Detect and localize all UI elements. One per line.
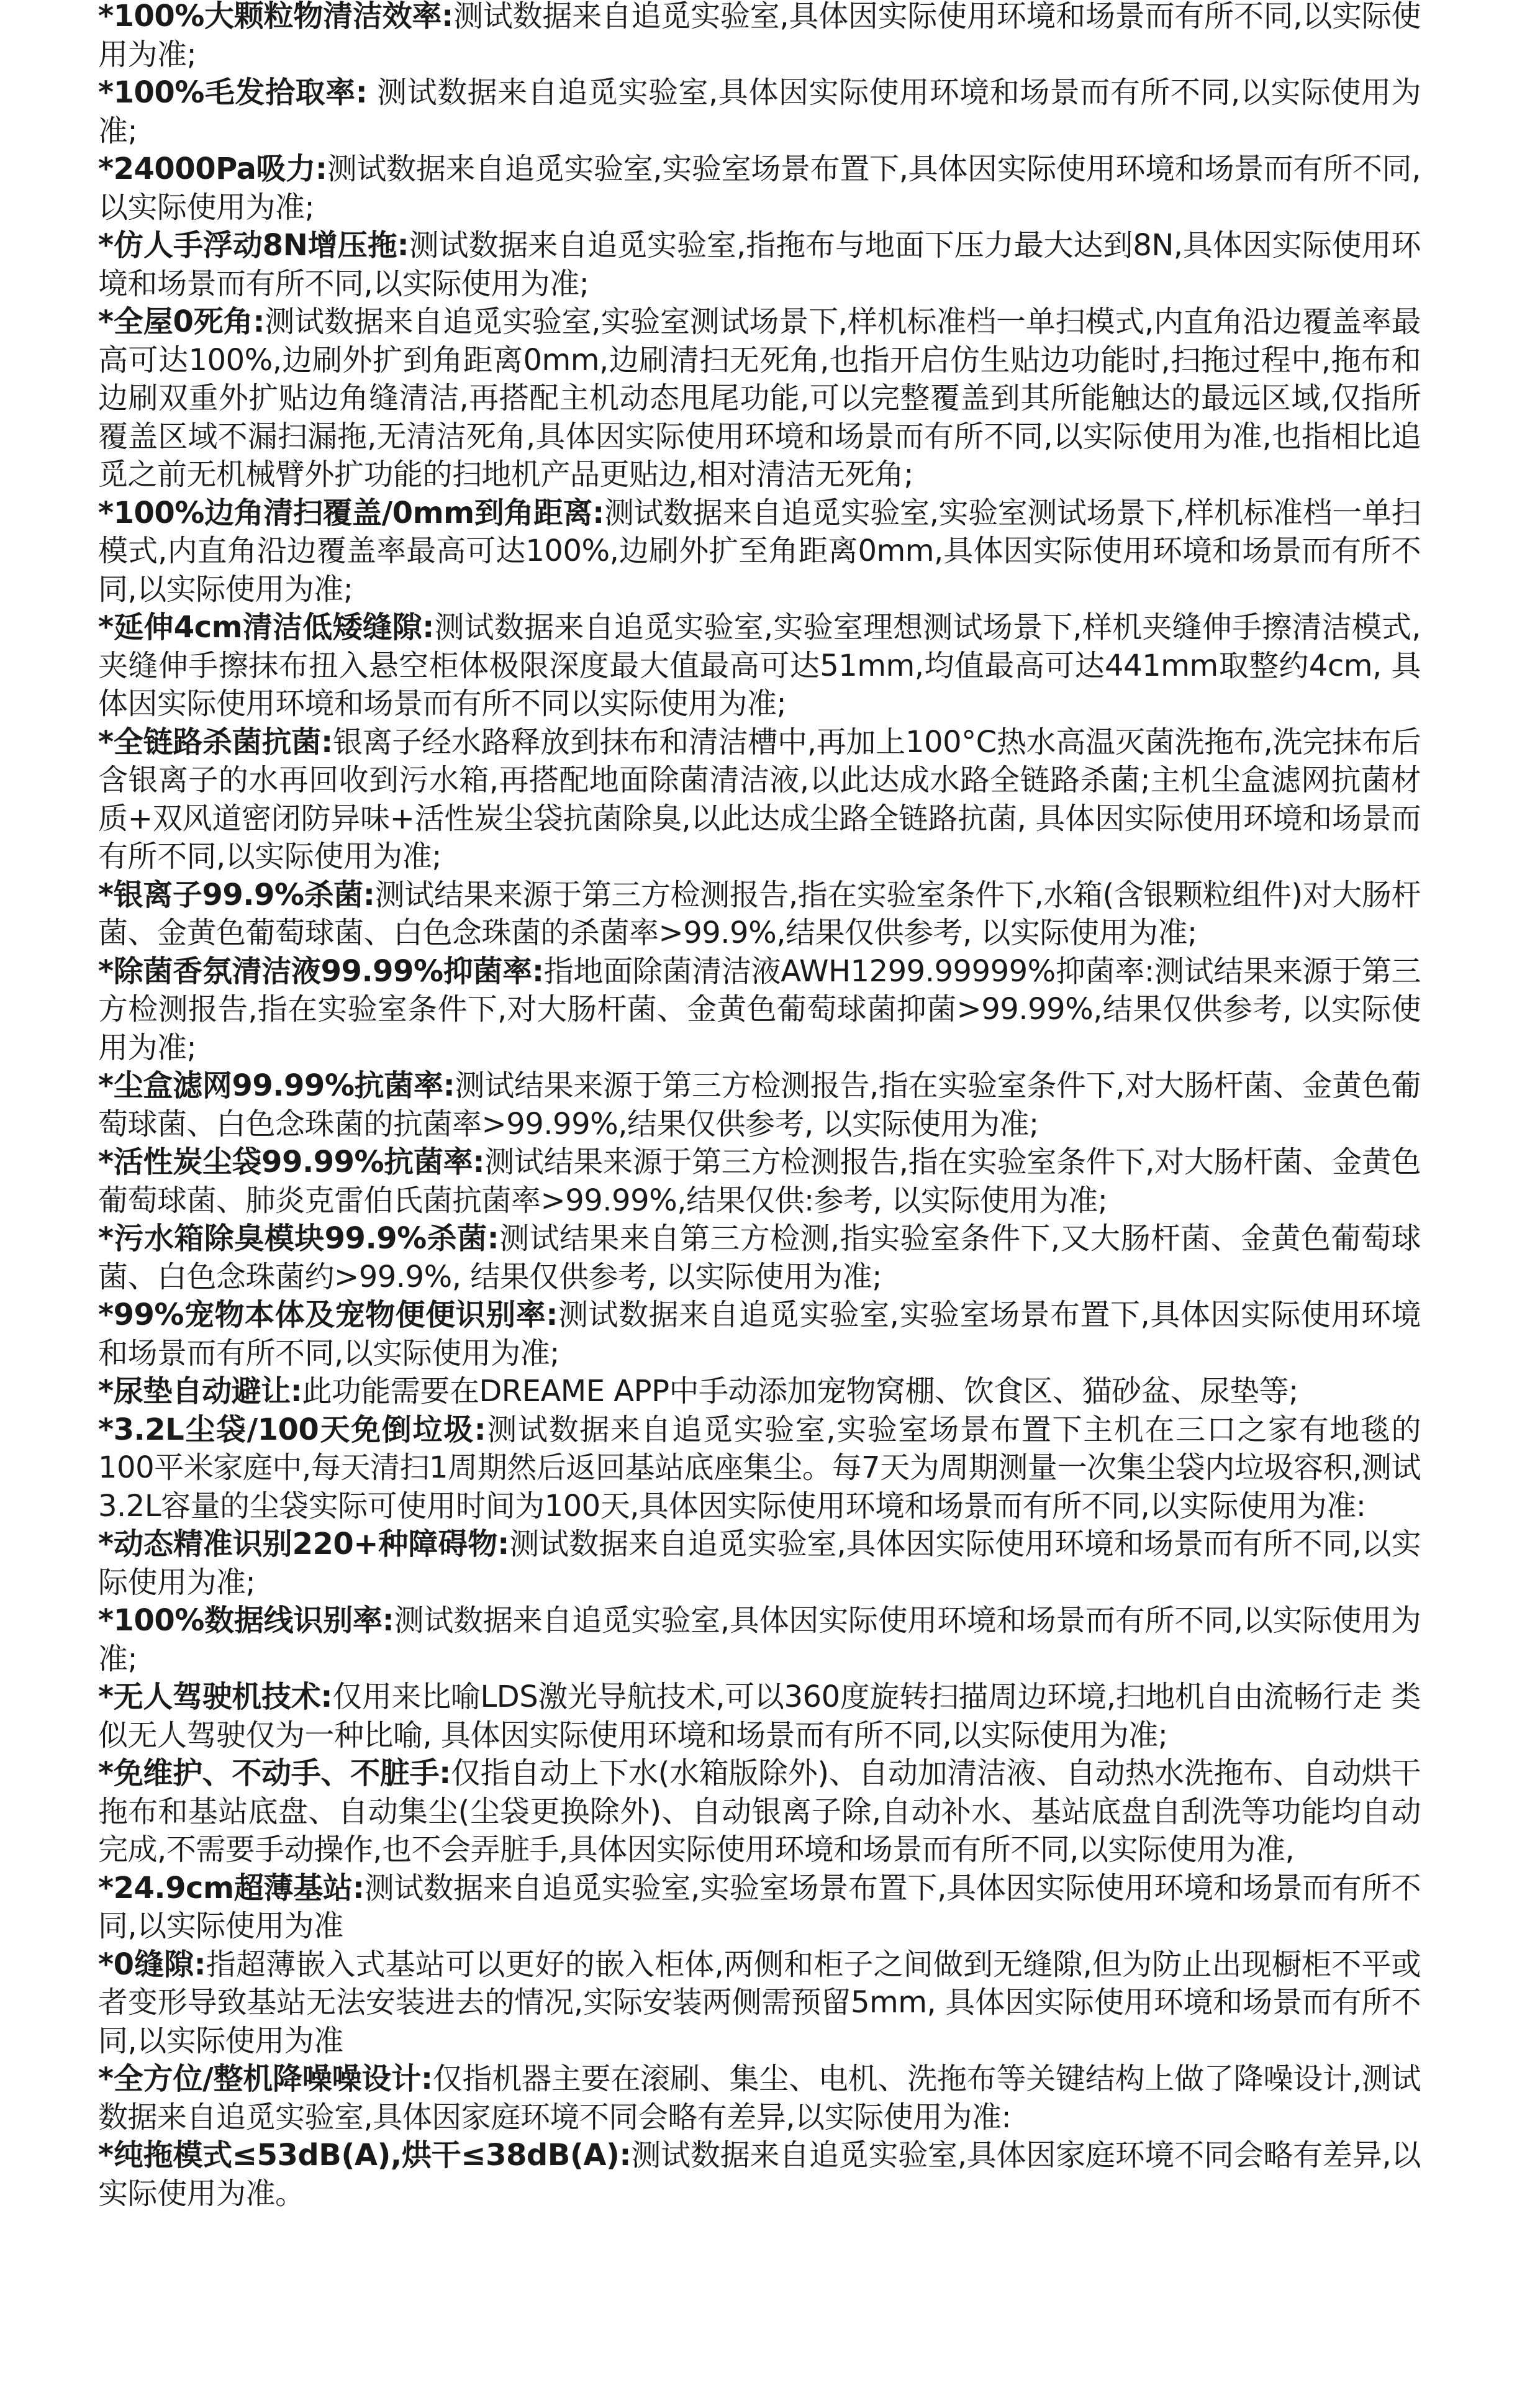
note-zero-gap	[98, 1946, 1421, 2061]
note-heading: *免维护、不动手、不脏手:	[98, 1756, 451, 1791]
note-text: 测试结果来源于第三方检测报告,指在实验室条件下,对大肠杆菌、金黄色葡萄球菌、白色念珠菌的抗菌率>99.99%,结果仅供参考, 以实际使用为准;	[98, 1068, 1421, 1142]
note-text: 测试数据来自追觅实验室,实验室场景布置下,具体因实际使用环境和场景而有所不同,以实际使用为准;	[98, 1297, 1421, 1371]
note-low-gap-cleaning	[98, 609, 1421, 724]
note-text: 仅用来比喻LDS激光导航技术,可以360度旋转扫描周边环境,扫地机自由流畅行走 类似无人驾驶仅为一种比喻, 具体因实际使用环境和场景而有所不同,以实际使用为准;	[98, 1679, 1421, 1753]
note-text: 测试数据来自追觅实验室,指拖布与地面下压力最大达到8N,具体因实际使用环境和场景而有所不同,以实际使用为准;	[98, 228, 1421, 301]
note-text: 测试数据来自追觅实验室,实验室场景布置下,具体因实际使用环境和场景而有所不同,以实际使用为准;	[98, 152, 1421, 225]
note-suction-power	[98, 150, 1421, 227]
note-text: 测试数据来自追觅实验室,具体因实际使用环境和场景而有所不同,以实际使用为准;	[98, 1527, 1421, 1600]
note-text: 测试数据来自追觅实验室,实验室场景布置下,具体因实际使用环境和场景而有所不同,以实际使用为准	[98, 1870, 1421, 1943]
note-heading: *100%边角清扫覆盖/0mm到角距离:	[98, 495, 604, 530]
note-heading: *全链路杀菌抗菌:	[98, 724, 333, 760]
note-heading: *银离子99.9%杀菌:	[98, 877, 375, 912]
note-cleaning-fluid	[98, 953, 1421, 1068]
note-heading: *无人驾驶机技术:	[98, 1679, 333, 1714]
note-heading: *活性炭尘袋99.99%抗菌率:	[98, 1145, 485, 1179]
note-waste-tank-deodorizer	[98, 1220, 1421, 1296]
note-heading: *仿人手浮动8N增压拖:	[98, 228, 409, 263]
note-text: 测试数据来自追觅实验室,实验室测试场景下,样机标准档一单扫模式,内直角沿边覆盖率最高可达100%,边刷外扩到角距离0mm,边刷清扫无死角,也指开启仿生贴边功能时,扫拖过程中,拖布和边刷双重外扩贴边角缝清洁,再搭配主机动态甩尾功能,可以完整覆盖到其所能触达的最远区域,仅指所覆盖区域不漏扫漏拖,无清洁死角,具体因实际使用环境和场景而有所不同,以实际使用为准,也指相比追觅之前无机械臂外扩功能的扫地机产品更贴边,相对清洁无死角;	[98, 304, 1421, 492]
note-heading: *全屋0死角:	[98, 304, 265, 339]
note-text: 测试数据来自追觅实验室,具体因家庭环境不同会略有差异,以实际使用为准。	[98, 2138, 1421, 2211]
note-text: 仅指自动上下水(水箱版除外)、自动加清洁液、自动热水洗拖布、自动烘干拖布和基站底盘、自动集尘(尘袋更换除外)、自动银离子除,自动补水、基站底盘自刮洗等功能均自动完成,不需要手动操作,也不会弄脏手,具体因实际使用环境和场景而有所不同,以实际使用为准,	[98, 1756, 1421, 1867]
note-large-particle-efficiency	[98, 0, 1421, 74]
note-heading: *全方位/整机降噪噪设计:	[98, 2061, 433, 2096]
note-heading: *100%数据线识别率:	[98, 1603, 394, 1638]
note-hair-pickup-rate	[98, 74, 1421, 150]
note-autonomous-driving-tech	[98, 1678, 1421, 1755]
note-text: 银离子经水路释放到抹布和清洁槽中,再加上100°C热水高温灭菌洗拖布,洗完抹布后含银离子的水再回收到污水箱,再搭配地面除菌清洁液,以此达成水路全链路杀菌;主机尘盒滤网抗菌材质+双风道密闭防异味+活性炭尘袋抗菌除臭,以此达成尘路全链路抗菌, 具体因实际使用环境和场景而有所不同,以实际使用为准;	[98, 724, 1421, 874]
note-silver-ion	[98, 876, 1421, 953]
note-pet-recognition	[98, 1296, 1421, 1373]
note-heading: *尘盒滤网99.99%抗菌率:	[98, 1068, 455, 1103]
note-text: 指超薄嵌入式基站可以更好的嵌入柜体,两侧和柜子之间做到无缝隙,但为防止出现橱柜不平或者变形导致基站无法安装进去的情况,实际安装两侧需预留5mm, 具体因实际使用环境和场景而有所不同,以实际使用为准	[98, 1947, 1421, 2058]
note-heading: *纯拖模式≤53dB(A),烘干≤38dB(A):	[98, 2138, 632, 2173]
note-text: 测试结果来自第三方检测,指实验室条件下,又大肠杆菌、金黄色葡萄球菌、白色念珠菌约>99.9%, 结果仅供参考, 以实际使用为准;	[98, 1221, 1421, 1294]
note-noise-reduction	[98, 2060, 1421, 2137]
note-edge-coverage	[98, 494, 1421, 609]
note-dust-bag-capacity	[98, 1411, 1421, 1526]
note-noise-levels	[98, 2137, 1421, 2213]
note-heading: *3.2L尘袋/100天免倒垃圾:	[98, 1412, 486, 1447]
note-heading: *24000Pa吸力:	[98, 152, 327, 186]
note-carbon-dust-bag	[98, 1143, 1421, 1220]
note-heading: *100%大颗粒物清洁效率:	[98, 0, 453, 34]
note-heading: *0缝隙:	[98, 1947, 206, 1982]
note-text: 测试结果来源于第三方检测报告,指在实验室条件下,水箱(含银颗粒组件)对大肠杆菌、金黄色葡萄球菌、白色念珠菌的杀菌率>99.9%,结果仅供参考, 以实际使用为准;	[98, 877, 1421, 950]
note-obstacle-recognition	[98, 1525, 1421, 1602]
note-text: 测试数据来自追觅实验室,实验室理想测试场景下,样机夹缝伸手擦清洁模式,夹缝伸手擦抹布扭入悬空柜体极限深度最大值最高可达51mm,均值最高可达441mm取整约4cm, 具体因实际使用环境和场景而有所不同以实际使用为准;	[98, 610, 1421, 721]
note-text: 测试数据来自追觅实验室,具体因实际使用环境和场景而有所不同,以实际使用为准;	[98, 75, 1421, 148]
note-cable-recognition	[98, 1602, 1421, 1678]
note-text: 仅指机器主要在滚刷、集尘、电机、洗拖布等关键结构上做了降噪设计,测试数据来自追觅实验室,具体因家庭环境不同会略有差异,以实际使用为准:	[98, 2061, 1421, 2135]
note-heading: *延伸4cm清洁低矮缝隙:	[98, 610, 434, 645]
note-heading: *24.9cm超薄基站:	[98, 1870, 365, 1906]
note-pressure-mopping	[98, 227, 1421, 303]
note-no-dead-corners	[98, 303, 1421, 494]
note-pee-pad-avoidance	[98, 1373, 1421, 1411]
note-dust-box-filter	[98, 1067, 1421, 1143]
note-text: 测试数据来自追觅实验室,实验室测试场景下,样机标准档一单扫模式,内直角沿边覆盖率最高可达100%,边刷外扩至角距离0mm,具体因实际使用环境和场景而有所不同,以实际使用为准;	[98, 495, 1421, 607]
note-heading: *99%宠物本体及宠物便便识别率:	[98, 1297, 558, 1332]
note-text: 此功能需要在DREAME APP中手动添加宠物窝棚、饮食区、猫砂盆、尿垫等;	[302, 1374, 1298, 1409]
note-maintenance-free	[98, 1755, 1421, 1869]
note-ultra-thin-base	[98, 1869, 1421, 1946]
note-text: 指地面除菌清洁液AWH1299.99999%抑菌率:测试结果来源于第三方检测报告,指在实验室条件下,对大肠杆菌、金黄色葡萄球菌抑菌>99.99%,结果仅供参考, 以实际使用为准;	[98, 953, 1421, 1065]
note-heading: *除菌香氛清洁液99.99%抑菌率:	[98, 953, 544, 989]
note-text: 测试数据来自追觅实验室,具体因实际使用环境和场景而有所不同,以实际使用为准;	[98, 0, 1421, 72]
note-heading: *100%毛发拾取率:	[98, 75, 368, 110]
note-text: 测试数据来自追觅实验室,具体因实际使用环境和场景而有所不同,以实际使用为准;	[98, 1603, 1421, 1676]
note-text: 测试结果来源于第三方检测报告,指在实验室条件下,对大肠杆菌、金黄色葡萄球菌、肺炎克雷伯氏菌抗菌率>99.99%,结果仅供:参考, 以实际使用为准;	[98, 1145, 1421, 1218]
disclaimer-notes	[98, 0, 1421, 2213]
note-full-path-sterilization	[98, 724, 1421, 876]
note-heading: *污水箱除臭模块99.9%杀菌:	[98, 1221, 499, 1256]
note-heading: *动态精准识别220+种障碍物:	[98, 1527, 509, 1561]
note-heading: *尿垫自动避让:	[98, 1374, 302, 1409]
note-text: 测试数据来自追觅实验室,实验室场景布置下主机在三口之家有地毯的100平米家庭中,每天清扫1周期然后返回基站底座集尘。每7天为周期测量一次集尘袋内垃圾容积,测试3.2L容量的尘袋实际可使用时间为100天,具体因实际使用环境和场景而有所不同,以实际使用为准:	[98, 1412, 1421, 1524]
